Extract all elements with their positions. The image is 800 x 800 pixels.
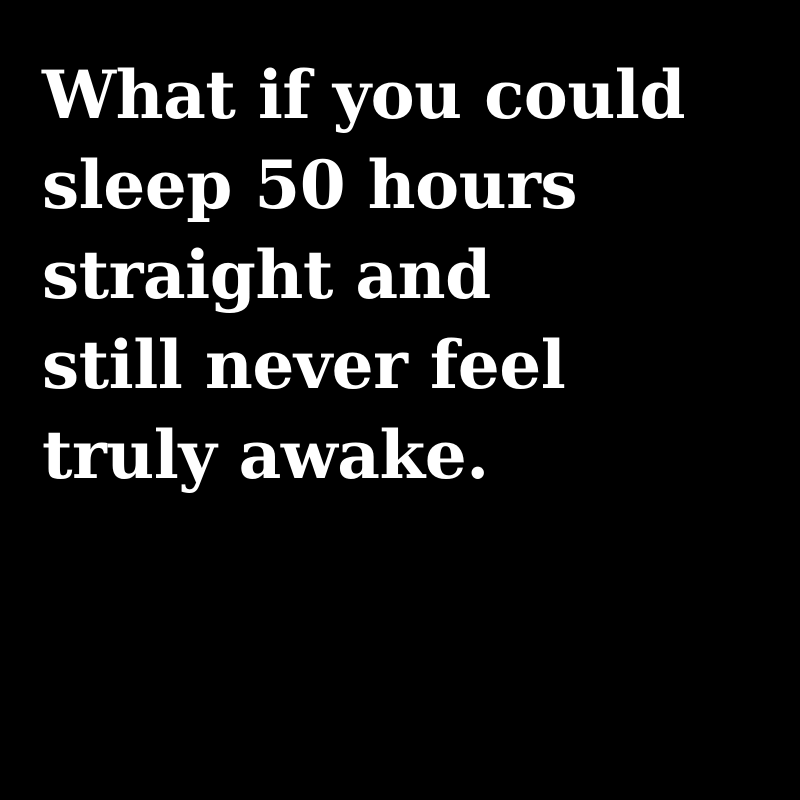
- quote-line-4: still never feel: [42, 326, 566, 404]
- quote-line-5: truly awake.: [42, 416, 489, 494]
- quote-line-1: What if you could: [42, 56, 686, 134]
- quote-line-3: straight and: [42, 236, 491, 314]
- quote-text: [42, 50, 685, 500]
- quote-line-2: sleep 50 hours: [42, 146, 578, 224]
